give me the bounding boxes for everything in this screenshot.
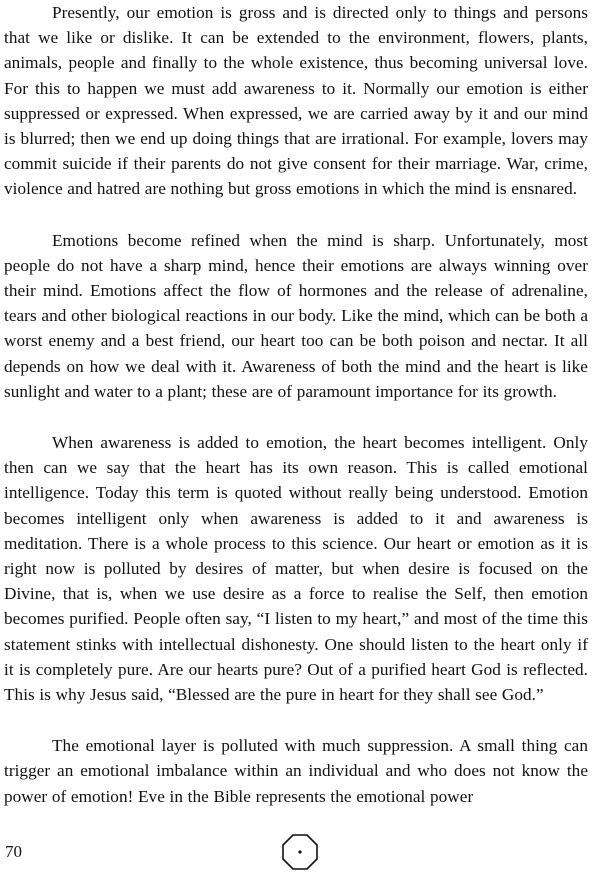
paragraph-3: When awareness is added to emotion, the heart becomes intelligent. Only then can we say that the heart has its own reason. This is called emotional intelligence. Today this term is quoted without really being understood. Emotion becomes intelligent only when awareness is added to it and awareness is meditation. There is a whole process to this science. Our heart or emotion as it is right now is polluted by desires of matter, but when desire is focused on the Divine, that is, when we use desire as a force to realise the Self, then emotion becomes purified. People often say, “I listen to my heart,” and most of the time this statement stinks with intellectual dishonesty. One should listen to the heart only if it is completely pure. Are our hearts pure? Out of a purified heart God is reflected. This is why Jesus said, “Blessed are the pure in heart for they shall see God.” xyxy=(4,433,588,705)
octagon-dot-icon xyxy=(280,832,320,872)
paragraph-4: The emotional layer is polluted with much suppression. A small thing can trigger an emotional imbalance within an individual and who does not know the power of emotion! Eve in the Bible represents the emotional power xyxy=(4,736,588,806)
paragraph-2: Emotions become refined when the mind is sharp. Unfortunately, most people do not have a sharp mind, hence their emotions are always winning over their mind. Emotions affect the flow of hormones and the release of adrenaline, tears and other biological reactions in our body. Like the mind, which can be both a worst enemy and a best friend, our heart too can be both poison and nectar. It all depends on how we deal with it. Awareness of both the mind and the heart is like sunlight and water to a plant; these are of paramount importance for its growth. xyxy=(4,230,588,401)
paragraph-1: Presently, our emotion is gross and is directed only to things and persons that we like or dislike. It can be extended to the environment, flowers, plants, animals, people and finally to the whole existence, thus becoming universal love. For this to happen we must add awareness to it. Normally our emotion is either suppressed or expressed. When expressed, we are carried away by it and our mind is blurred; then we end up doing things that are irrational. For example, lovers may commit suicide if their parents do not give consent for their marriage. War, crime, violence and hatred are nothing but gross emotions in which the mind is ensnared. xyxy=(4,3,588,199)
body-text xyxy=(4,0,588,809)
page-number: 70 xyxy=(5,842,22,861)
